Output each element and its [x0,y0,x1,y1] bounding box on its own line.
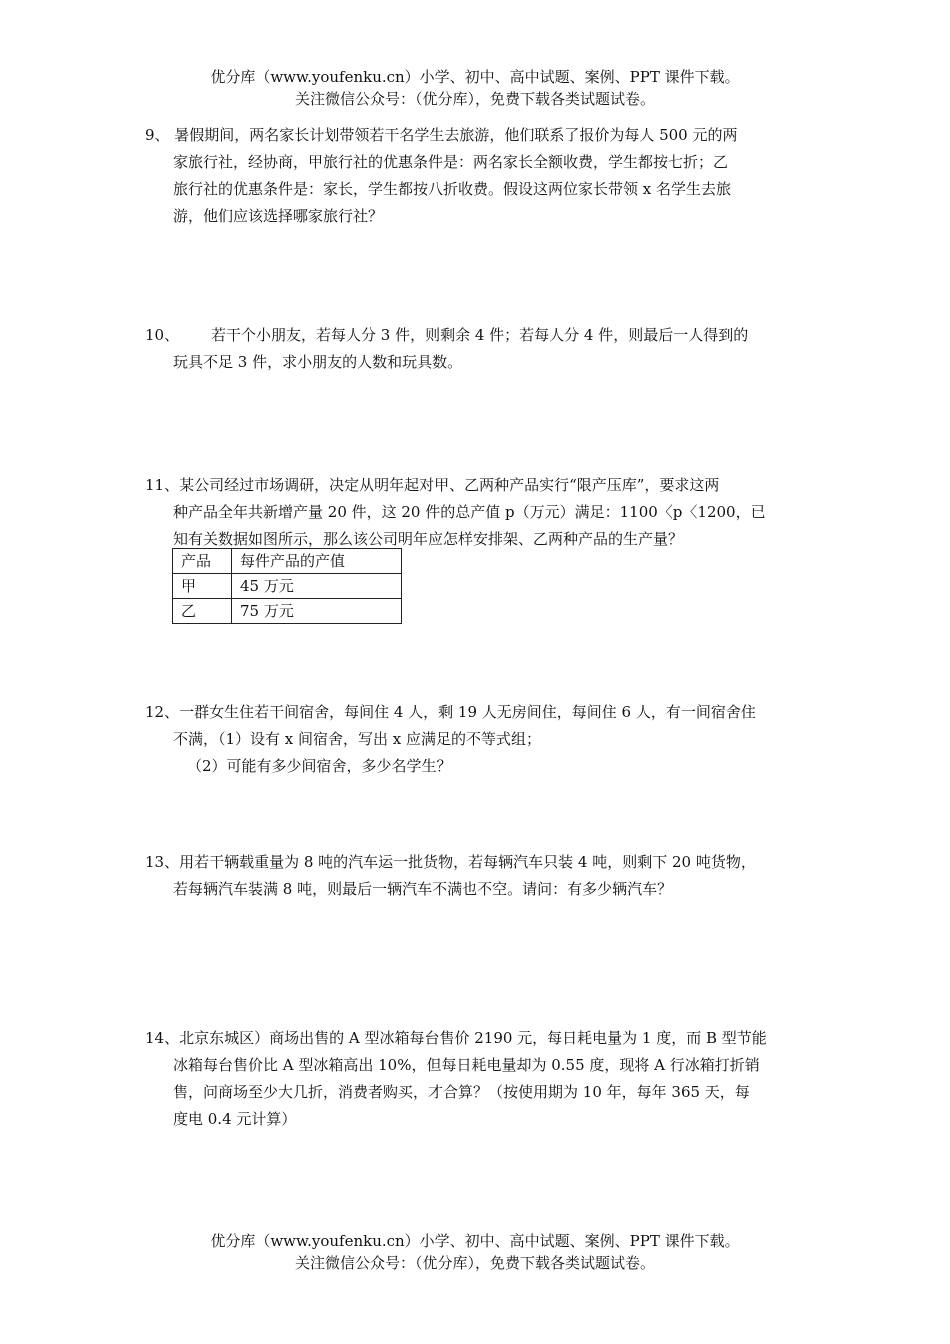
question-10 [145,322,810,376]
q10-line-1 [145,322,810,349]
q11-line-1: 11、某公司经过市场调研，决定从明年起对甲、乙两种产品实行“限产压库”，要求这两 [145,476,720,494]
q9-line-4: 游，他们应该选择哪家旅行社？ [173,207,384,225]
question-9 [145,122,810,230]
q9-line-1: 9、 暑假期间，两名家长计划带领若干名学生去旅游，他们联系了报价为每人 500 元的两 [145,126,738,144]
table-cell: 45 万元 [232,574,402,599]
q9-line-3: 旅行社的优惠条件是：家长，学生都按八折收费。假设这两位家长带领 x 名学生去旅 [173,180,731,198]
product-value-table [172,548,402,624]
q12-line-1: 12、一群女生住若干间宿舍，每间住 4 人，剩 19 人无房间住，每间住 6 人，有一间宿舍住 [145,703,756,721]
table-header-row [173,549,402,574]
page-footer [0,1230,950,1274]
q14-line-4: 度电 0.4 元计算） [173,1110,297,1128]
table-cell: 甲 [173,574,232,599]
q13-line-2: 若每辆汽车装满 8 吨，则最后一辆汽车不满也不空。请问：有多少辆汽车？ [173,880,673,898]
q9-line-2: 家旅行社，经协商，甲旅行社的优惠条件是：两名家长全额收费，学生都按七折；乙 [173,153,729,171]
header-line-2: 关注微信公众号：（优分库），免费下载各类试题试卷。 [294,90,655,108]
q11-line-2: 种产品全年共新增产量 20 件，这 20 件的总产值 p（万元）满足：1100〈p〈1200，已 [173,503,766,521]
q14-line-1: 14、北京东城区）商场出售的 A 型冰箱每台售价 2190 元，每日耗电量为 1 度，而 B 型节能 [145,1029,767,1047]
q10-line-2: 玩具不足 3 件，求小朋友的人数和玩具数。 [173,353,463,371]
q10-line-1-text: 若干个小朋友，若每人分 3 件，则剩余 4 件；若每人分 4 件，则最后一人得到的 [211,326,749,344]
question-13 [145,849,810,903]
footer-line-1: 优分库（www.youfenku.cn）小学、初中、高中试题、案例、PPT 课件下载。 [210,1232,740,1250]
page-header [0,66,950,110]
q12-line-2: 不满，（1）设有 x 间宿舍，写出 x 应满足的不等式组； [173,730,542,748]
question-14 [145,1025,810,1133]
header-line-1: 优分库（www.youfenku.cn）小学、初中、高中试题、案例、PPT 课件下载。 [210,68,740,86]
table-header-cell: 产品 [173,549,232,574]
table-header-cell: 每件产品的产值 [232,549,402,574]
footer-line-2: 关注微信公众号：（优分库），免费下载各类试题试卷。 [294,1254,655,1272]
table-row [173,574,402,599]
question-12 [145,699,810,780]
table-row [173,599,402,624]
q14-line-2: 冰箱每台售价比 A 型冰箱高出 10%，但每日耗电量却为 0.55 度，现将 A 行冰箱打折销 [173,1056,760,1074]
q13-line-1: 13、用若干辆载重量为 8 吨的汽车运一批货物，若每辆汽车只装 4 吨，则剩下 20 吨货物， [145,853,756,871]
q12-line-3: （2）可能有多少间宿舍，多少名学生？ [187,757,452,775]
table-cell: 乙 [173,599,232,624]
q10-number: 10、 [145,326,180,344]
question-11 [145,472,810,553]
q14-line-3: 售，问商场至少大几折，消费者购买，才合算？（按使用期为 10 年，每年 365 天，每 [173,1083,750,1101]
table-cell: 75 万元 [232,599,402,624]
q11-line-3: 知有关数据如图所示，那么该公司明年应怎样安排架、乙两种产品的生产量？ [173,530,684,548]
